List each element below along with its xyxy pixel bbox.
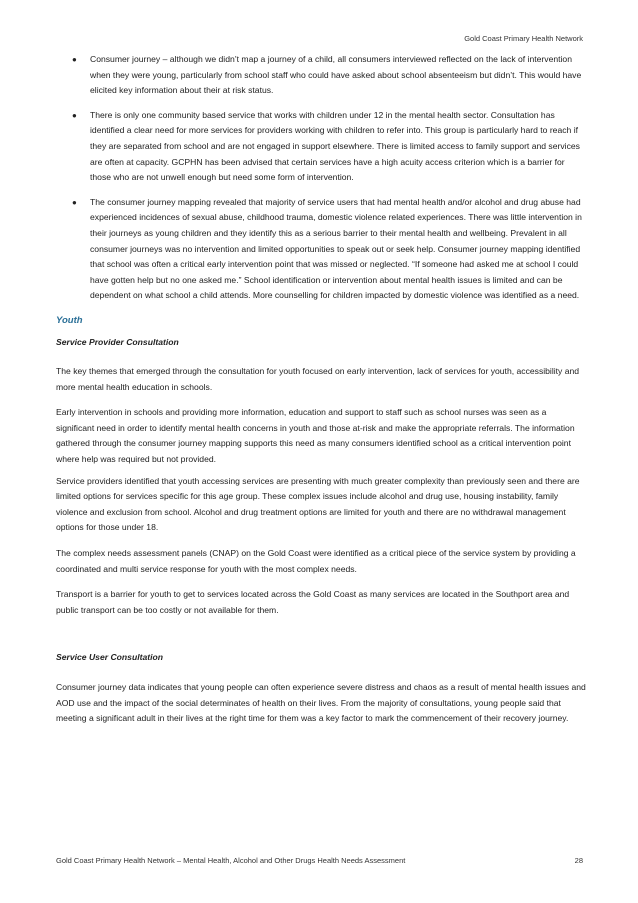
footer-text: Gold Coast Primary Health Network – Mental Health, Alcohol and Other Drugs Health Needs Assessment <box>56 856 406 865</box>
bullet-text: Consumer journey – although we didn’t map a journey of a child, all consumers interviewed reflected on the lack of intervention when they were young, particularly from school staff who could have asked about school absenteeism but didn’t. This would have elicited key information about their at risk status. <box>90 54 582 96</box>
page-header: Gold Coast Primary Health Network <box>464 34 583 43</box>
spacer <box>56 624 587 650</box>
service-user-heading: Service User Consultation <box>56 652 163 663</box>
page-footer <box>56 856 583 865</box>
bullet-icon: ● <box>72 110 77 120</box>
bullet-item <box>56 108 587 186</box>
service-provider-heading: Service Provider Consultation <box>56 336 179 347</box>
paragraph: The complex needs assessment panels (CNAP) on the Gold Coast were identified as a critical piece of the service system by providing a coordinated and multi service response for youth with the most complex needs. <box>56 548 576 574</box>
paragraph: Consumer journey data indicates that young people can often experience severe distress and chaos as a result of mental health issues and AOD use and the impact of the social determinates of health on their lives. From the majority of consultations, young people said that meeting a significant adult in their lives at the right time for them was a key factor to mark the commencement of their recovery journey. <box>56 682 586 724</box>
paragraph: The key themes that emerged through the consultation for youth focused on early intervention, lack of services for youth, accessibility and more mental health education in schools. <box>56 366 580 392</box>
bullet-text: There is only one community based service that works with children under 12 in the mental health sector. Consultation has identified a clear need for more services for providers working with children to refer into. This group is particularly hard to reach if they are separated from school and are not engaged in support elsewhere. There is limited access to family support and services are often at capacity. GCPHN has been advised that certain services have a high acuity access criterion which is a barrier for those who are not unwell enough but need some form of intervention. <box>90 109 580 183</box>
section-title-youth: Youth <box>56 314 83 326</box>
page-number: 28 <box>574 856 583 865</box>
bullet-icon: ● <box>72 55 77 64</box>
bullet-item <box>56 195 587 304</box>
bullet-icon: ● <box>72 197 77 207</box>
bullet-item <box>56 52 587 99</box>
page-content <box>56 52 587 733</box>
bullet-text: The consumer journey mapping revealed that majority of service users that had mental health and/or alcohol and drug abuse had experienced incidences of sexual abuse, childhood trauma, domestic violence related experiences. There was little intervention in their journeys as young children and they identify this as a serious barrier to their mental health and wellbeing. Prevalent in all consumer journeys was no intervention and limited opportunities to speak out or seek help. Consumer journey mapping identified that school was often a critical early intervention point that was missed or neglected. “If someone had asked me at school I could have gotten help but no one asked me.” School identification or intervention about mental health issues is limited and can be dependent on what school a child attends. More counselling for children impacted by domestic violence was identified as a need. <box>90 196 582 301</box>
paragraph: Early intervention in schools and providing more information, education and support to staff such as school nurses was seen as a significant need in order to identify mental health concerns in youth and those at-risk and make the appropriate referrals. The information gathered through the consumer journey mapping supports this need as many consumers identified school as a critical intervention point where help was required but not provided. <box>56 407 575 465</box>
paragraph: Service providers identified that youth accessing services are presenting with much greater complexity than previously seen and there are limited options for services specific for this age group. These complex issues include alcohol and drug use, housing instability, family violence and exclusion from school. Alcohol and drug treatment options are limited for youth and there are no withdrawal management options for those under 18. <box>56 475 580 533</box>
paragraph: Transport is a barrier for youth to get to services located across the Gold Coast as many services are located in the Southport area and public transport can be too costly or not available for them. <box>56 589 570 615</box>
bullet-list <box>56 52 587 304</box>
